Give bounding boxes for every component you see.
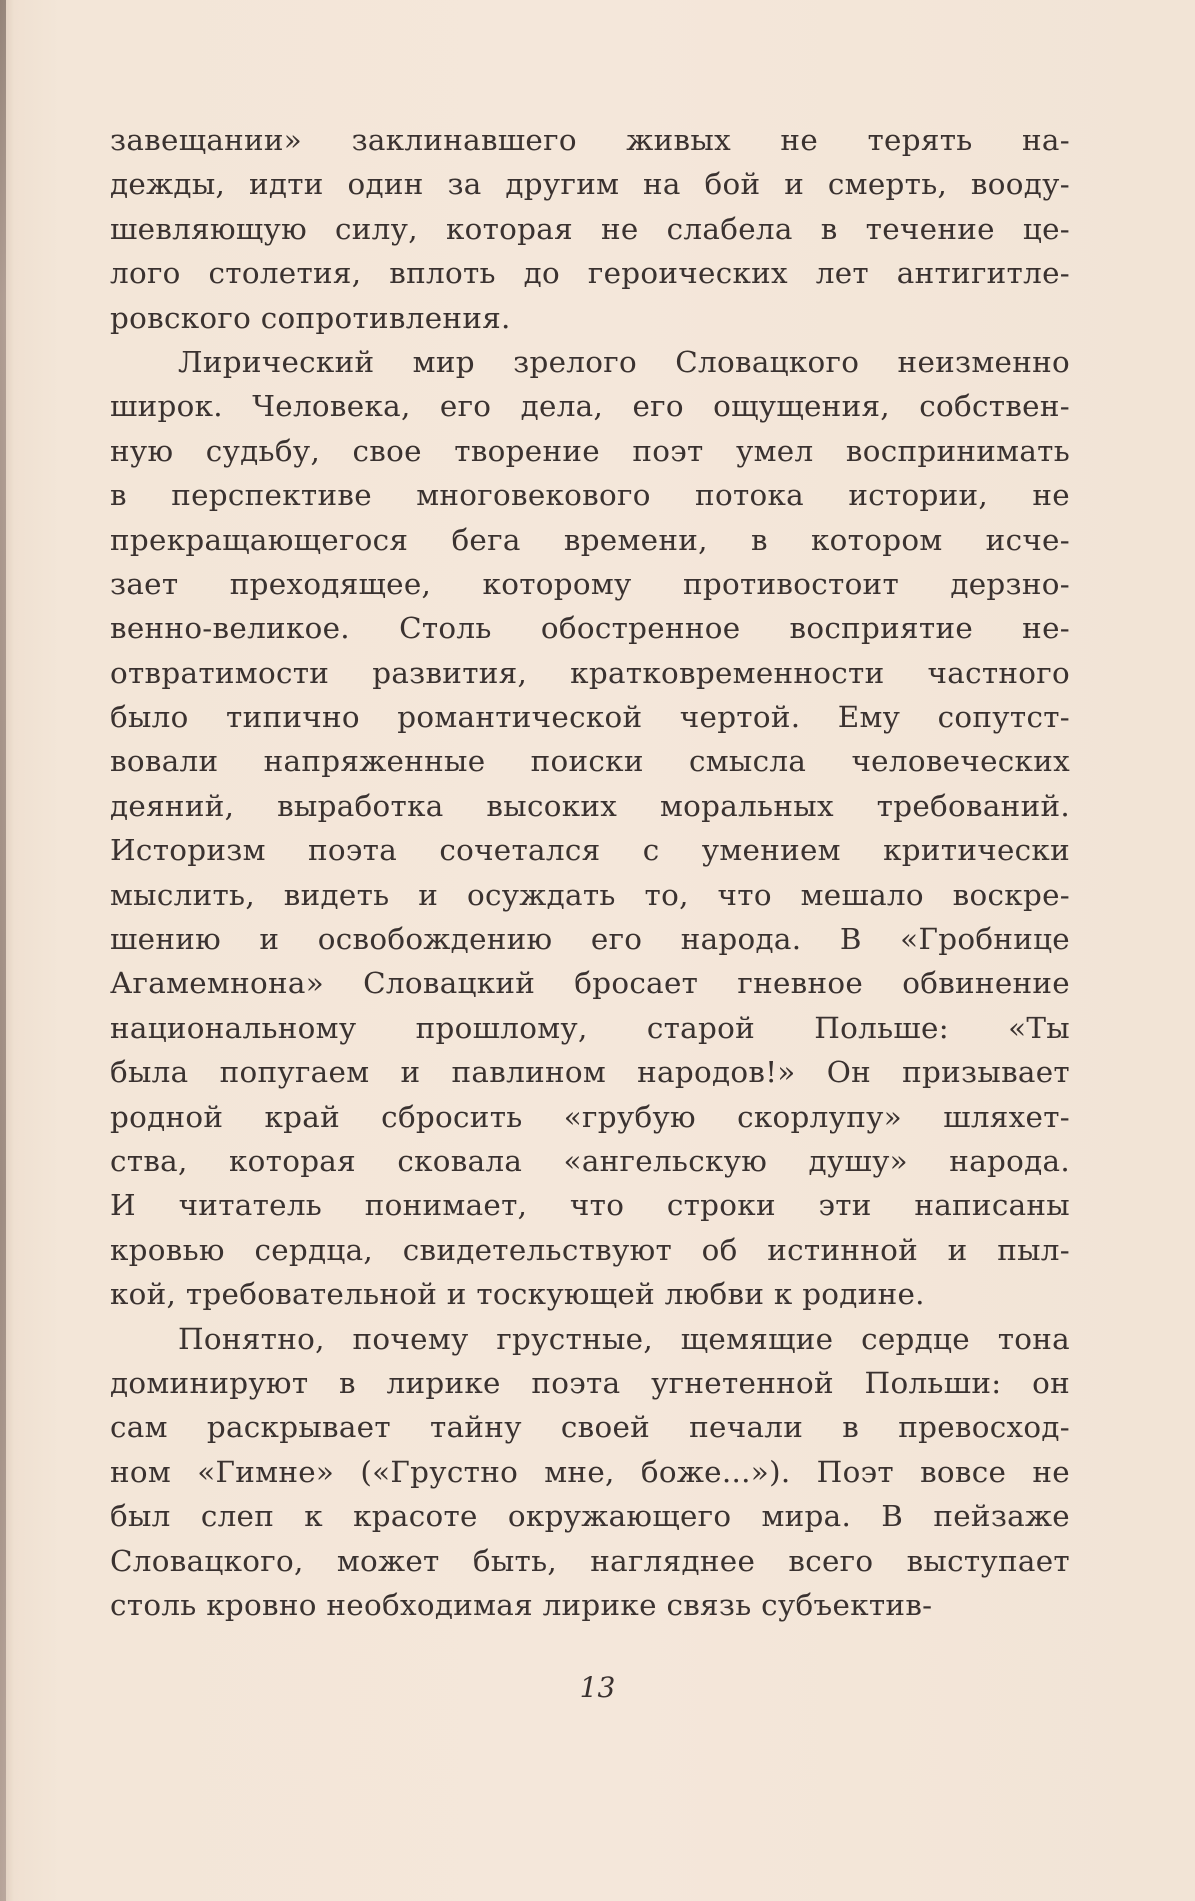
text-line: ства, которая сковала «ангельскую душу» народа. [110,1143,1070,1178]
text-line: национальному прошлому, старой Польше: «Ты [110,1010,1070,1045]
text-line: шевляющую силу, которая не слабела в течение це- [110,211,1070,246]
text-line: Словацкого, может быть, нагляднее всего выступает [110,1543,1070,1578]
text-line: была попугаем и павлином народов!» Он призывает [110,1055,1070,1090]
text-line: родной край сбросить «грубую скорлупу» шляхет- [110,1099,1070,1134]
text-line: деяний, выработка высоких моральных требований. [110,788,1070,823]
text-line: столь кровно необходимая лирике связь субъектив- [110,1587,933,1622]
text-line: венно-великое. Столь обостренное восприятие не- [110,611,1070,646]
text-line: доминируют в лирике поэта угнетенной Польши: он [110,1365,1070,1400]
text-line: ровского сопротивления. [110,300,511,335]
text-line: широк. Человека, его дела, его ощущения, собствен- [110,389,1070,424]
text-line: кой, требовательной и тоскующей любви к родине. [110,1277,925,1312]
page-number: 13 [579,1671,616,1704]
text-line: было типично романтической чертой. Ему сопутст- [110,700,1070,735]
text-line: мыслить, видеть и осуждать то, что мешало воскре- [110,877,1070,912]
text-line: отвратимости развития, кратковременности частного [110,655,1070,690]
text-line: Лирический мир зрелого Словацкого неизменно [178,344,1070,379]
body-text [110,118,1070,1627]
text-line: ном «Гимне» («Грустно мне, боже...»). Поэт вовсе не [110,1454,1070,1489]
text-line: Понятно, почему грустные, щемящие сердце тона [178,1321,1070,1356]
text-line: кровью сердца, свидетельствуют об истинной и пыл- [110,1232,1070,1267]
text-line: прекращающегося бега времени, в котором исче- [110,522,1070,557]
text-line: ную судьбу, свое творение поэт умел воспринимать [110,433,1070,468]
text-line: лого столетия, вплоть до героических лет антигитле- [110,256,1070,291]
text-line: завещании» заклинавшего живых не терять на- [110,123,1070,157]
text-line: дежды, идти один за другим на бой и смерть, вооду- [110,167,1070,202]
text-line: зает преходящее, которому противостоит дерзно- [110,566,1070,601]
text-line: сам раскрывает тайну своей печали в превосход- [110,1410,1070,1445]
text-line: И читатель понимает, что строки эти написаны [110,1188,1070,1223]
text-line: был слеп к красоте окружающего мира. В пейзаже [110,1499,1070,1534]
text-line: вовали напряженные поиски смысла человеческих [110,744,1070,779]
text-line: в перспективе многовекового потока истории, не [110,478,1070,513]
page-binding-edge [0,0,6,1901]
text-line: Историзм поэта сочетался с умением критически [110,833,1070,868]
text-line: Агамемнона» Словацкий бросает гневное обвинение [110,966,1070,1001]
text-line: шению и освобождению его народа. В «Гробнице [110,922,1070,957]
